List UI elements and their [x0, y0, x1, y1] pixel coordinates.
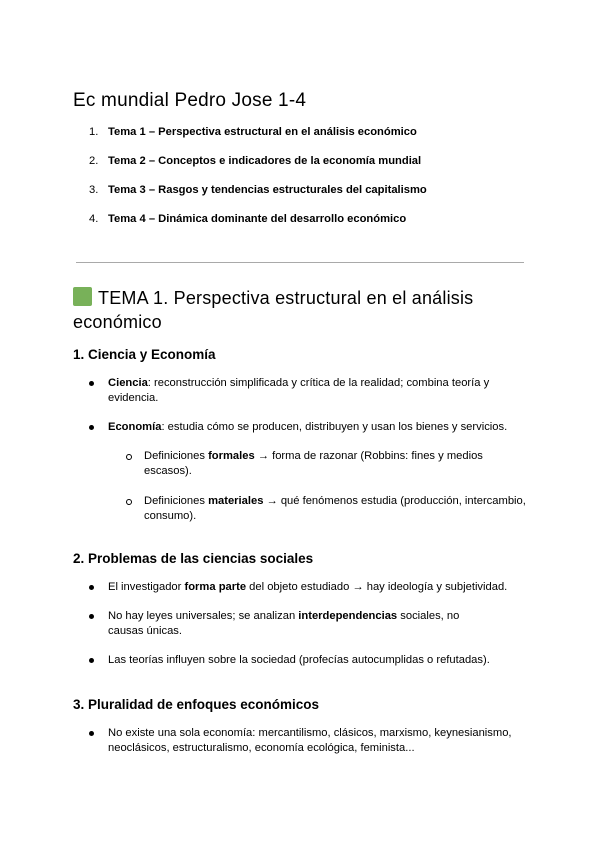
toc-text: Tema 4 – Dinámica dominante del desarrollo económico [108, 213, 407, 225]
item-text: sociales, no causas únicas. [108, 610, 460, 637]
toc-number: 4. [89, 213, 99, 225]
list-item [73, 609, 533, 639]
section-2-heading: 2. Problemas de las ciencias sociales [73, 551, 314, 566]
tema-1-heading [73, 286, 533, 334]
hollow-bullet-icon [126, 454, 132, 460]
list-item [73, 653, 533, 668]
horizontal-divider [76, 262, 524, 263]
list-item [73, 726, 533, 756]
term-bold: forma parte [184, 581, 247, 593]
bullet-icon [89, 658, 94, 663]
section-1-list [73, 376, 533, 524]
toc-number: 2. [89, 155, 99, 167]
term-bold: Economía [108, 421, 162, 433]
term-bold: interdependencias [298, 610, 398, 622]
toc-text: Tema 1 – Perspectiva estructural en el análisis económico [108, 126, 417, 138]
bullet-icon [89, 585, 94, 590]
green-square-icon [73, 287, 92, 306]
item-text: → qué fenómenos estudia (producción, intercambio, consumo). [144, 495, 526, 522]
term-bold: materiales [208, 495, 264, 507]
sub-list-item [73, 494, 533, 524]
list-item [73, 376, 533, 406]
toc-text: Tema 2 – Conceptos e indicadores de la economía mundial [108, 155, 422, 167]
tema-1-title: TEMA 1. Perspectiva estructural en el análisis económico [73, 288, 474, 332]
item-text: Las teorías influyen sobre la sociedad (profecías autocumplidas o refutadas). [108, 654, 490, 666]
item-text: del objeto estudiado → hay ideología y subjetividad. [246, 581, 508, 593]
bullet-icon [89, 614, 94, 619]
section-3-heading: 3. Pluralidad de enfoques económicos [73, 697, 320, 712]
toc-text: Tema 3 – Rasgos y tendencias estructurales del capitalismo [108, 184, 427, 196]
list-item [73, 580, 533, 595]
section-3-list [73, 726, 533, 756]
item-text: : estudia cómo se producen, distribuyen y usan los bienes y servicios. [161, 421, 508, 433]
bullet-icon [89, 425, 94, 430]
list-item [73, 420, 533, 435]
item-text: El investigador [108, 581, 185, 593]
bullet-icon [89, 731, 94, 736]
item-text: Definiciones [144, 450, 209, 462]
sub-list-item [73, 449, 533, 479]
toc-number: 3. [89, 184, 99, 196]
hollow-bullet-icon [126, 499, 132, 505]
document-title: Ec mundial Pedro Jose 1-4 [73, 90, 307, 111]
term-bold: formales [208, 450, 255, 462]
section-1-heading: 1. Ciencia y Economía [73, 347, 216, 362]
item-text: Definiciones [144, 495, 209, 507]
item-text: No existe una sola economía: mercantilismo, clásicos, marxismo, keynesianismo, neoclásicos, estructuralismo, economía ecológica, feminista... [108, 727, 512, 754]
section-2-list [73, 580, 533, 668]
item-text: No hay leyes universales; se analizan [108, 610, 299, 622]
term-bold: Ciencia [108, 377, 148, 389]
item-text: → forma de razonar (Robbins: fines y medios escasos). [144, 450, 483, 477]
toc-number: 1. [89, 126, 99, 138]
bullet-icon [89, 381, 94, 386]
item-text: : reconstrucción simplificada y crítica de la realidad; combina teoría y evidencia. [108, 377, 490, 404]
